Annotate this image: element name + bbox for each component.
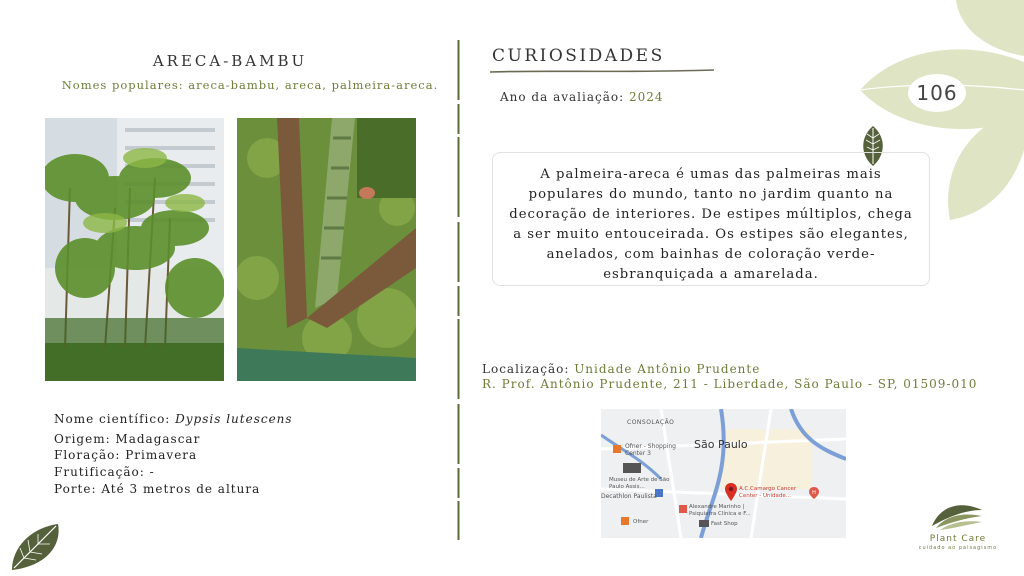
size: Porte: Até 3 metros de altura	[54, 482, 261, 496]
location-address: R. Prof. Antônio Prudente, 211 - Liberdade, São Paulo - SP, 01509-010	[482, 377, 978, 391]
origin: Origem: Madagascar	[54, 432, 201, 446]
location-map[interactable]	[601, 409, 846, 538]
map-pin-icon	[725, 483, 737, 501]
curiosidades-title: CURIOSIDADES	[492, 46, 665, 66]
flowering: Floração: Primavera	[54, 448, 198, 462]
map-poi-alexandre: Alexandre Marinho | Psiquiatra Clínica e F...	[689, 504, 751, 517]
year-label: Ano da avaliação:	[500, 90, 629, 104]
scientific-value: Dypsis lutescens	[175, 412, 293, 426]
map-poi-accamargo: A.C.Camargo Cancer Center - Unidade...	[739, 486, 797, 499]
brand-logo	[930, 500, 984, 532]
year-value: 2024	[628, 90, 664, 104]
scientific-name	[54, 412, 293, 426]
map-poi-shopping: Ofner - Shopping Center 3	[625, 443, 676, 457]
map-poi-museum: Museu de Arte de São Paulo Assis...	[609, 477, 670, 490]
brand-name: Plant Care	[929, 534, 987, 544]
svg-text:H: H	[812, 490, 816, 496]
evaluation-year	[500, 90, 664, 104]
map-poi-decathlon: Decathlon Paulista	[601, 493, 657, 500]
plant-photo-building	[45, 118, 224, 381]
location-label: Localização:	[482, 362, 575, 376]
map-poi-fastshop: Fast Shop	[711, 521, 738, 527]
page-number: 106	[908, 74, 966, 112]
hospital-icon	[809, 487, 819, 499]
scientific-label: Nome científico:	[54, 412, 176, 426]
plant-photo-trunks	[237, 118, 416, 381]
map-district-label: CONSOLAÇÃO	[627, 419, 675, 426]
map-city-label: São Paulo	[694, 438, 748, 451]
column-divider	[457, 40, 460, 540]
title-underline	[490, 68, 714, 74]
map-poi-ofner: Ofner	[633, 519, 649, 525]
location-unit: Unidade Antônio Prudente	[574, 362, 761, 376]
fruiting: Frutificação: -	[54, 465, 155, 479]
popular-names: Nomes populares: areca-bambu, areca, palmeira-areca.	[61, 78, 439, 92]
leaf-icon	[8, 522, 62, 572]
curiosity-card: A palmeira-areca é umas das palmeiras mais populares do mundo, tanto no jardim quanto na decoração de interiores. De estipes múltiplos, chega a ser muito entouceirada. Os estipes são elegantes, anelados, com bainhas de coloração verde-esbranquiçada a amarelada.	[492, 152, 930, 286]
plant-title: ARECA-BAMBU	[152, 52, 308, 70]
brand-tagline: cuidado ao paisagismo	[918, 545, 998, 551]
location	[482, 361, 760, 378]
